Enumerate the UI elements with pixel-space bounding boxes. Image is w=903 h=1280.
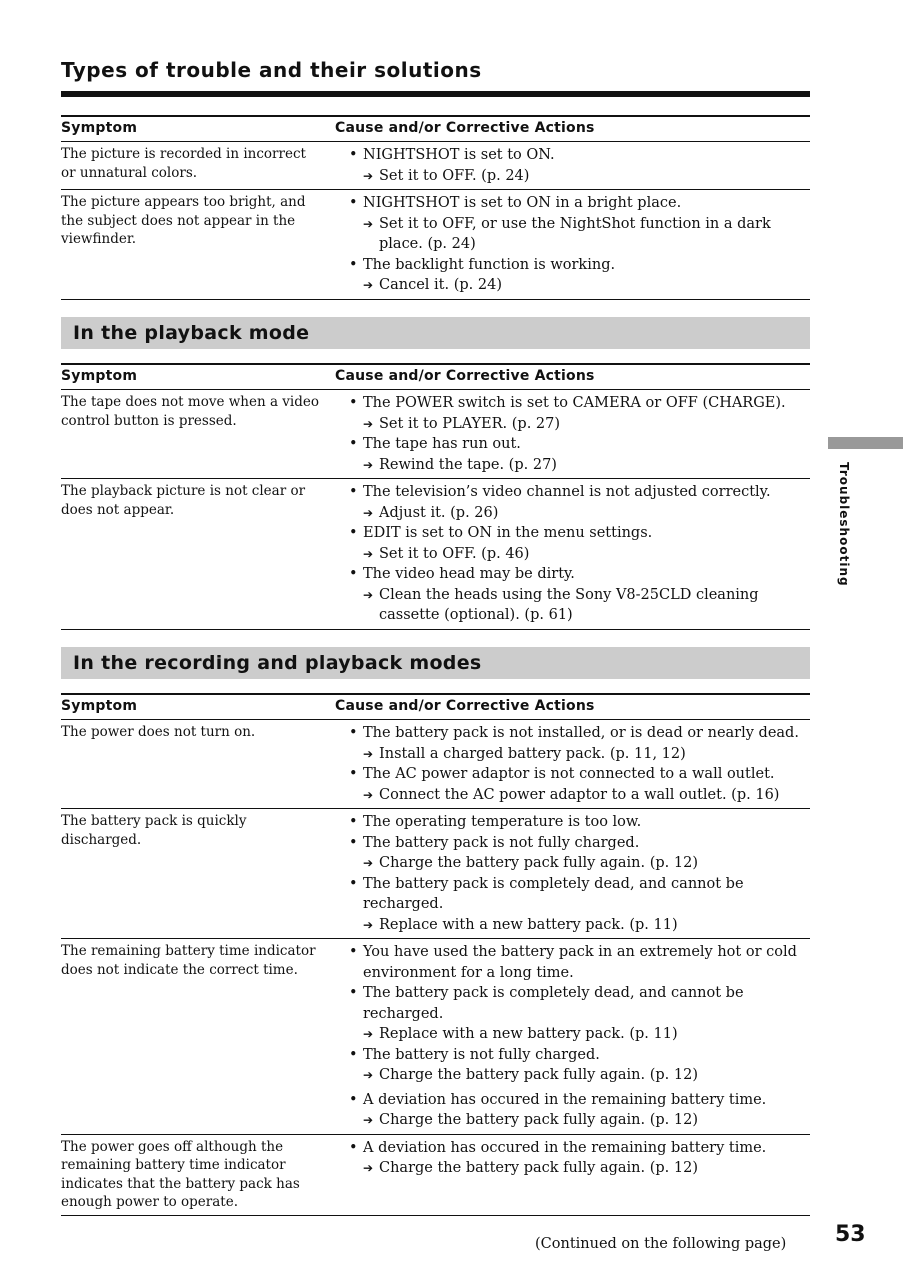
- cause-text: A deviation has occured in the remaining battery time.: [363, 1091, 767, 1108]
- symptom-cell: The battery pack is quickly discharged.: [61, 813, 247, 848]
- cause-cell: [335, 193, 810, 296]
- symptom-column-header: Symptom: [61, 698, 138, 714]
- table-row: [61, 939, 810, 1135]
- cause-item: [337, 393, 810, 414]
- corrective-action: [337, 853, 810, 874]
- table-header: [61, 115, 810, 142]
- corrective-action: [337, 166, 810, 187]
- table-body: [61, 142, 810, 300]
- cause-text: The battery pack is not installed, or is dead or nearly dead.: [363, 725, 799, 741]
- cause-text: The television’s video channel is not adjusted correctly.: [363, 484, 771, 500]
- bullet-icon: •: [349, 195, 358, 211]
- table-header: [61, 693, 810, 720]
- action-text: Charge the battery pack fully again. (p. 12): [379, 1067, 698, 1083]
- arrow-right-icon: ➔: [363, 787, 374, 802]
- corrective-action: [337, 785, 810, 806]
- bullet-icon: •: [349, 1091, 358, 1108]
- arrow-right-icon: ➔: [363, 1027, 374, 1041]
- symptom-cell: The remaining battery time indicator does not indicate the correct time.: [61, 943, 316, 978]
- action-text: Rewind the tape. (p. 27): [379, 456, 557, 473]
- section-title-recording-playback: In the recording and playback modes: [61, 647, 810, 679]
- arrow-right-icon: ➔: [363, 457, 374, 472]
- symptom-column-header: Symptom: [61, 120, 138, 136]
- cause-item: [337, 255, 810, 276]
- page-heading: Types of trouble and their solutions: [61, 58, 482, 82]
- cause-cell: [335, 145, 810, 186]
- cause-item: [337, 482, 810, 503]
- cause-item: [337, 193, 810, 214]
- corrective-action: [337, 915, 810, 936]
- cause-item: [337, 942, 810, 983]
- action-text: Replace with a new battery pack. (p. 11): [379, 1026, 678, 1042]
- cause-item: [337, 723, 810, 744]
- cause-cell: [335, 723, 810, 805]
- cause-text: A deviation has occured in the remaining battery time.: [363, 1139, 767, 1156]
- corrective-action: [337, 544, 810, 565]
- cause-text: The video head may be dirty.: [363, 566, 575, 582]
- table-row: [61, 1135, 810, 1216]
- table-header: [61, 363, 810, 390]
- corrective-action: [337, 1110, 810, 1131]
- cause-item: [337, 434, 810, 455]
- arrow-right-icon: ➔: [363, 278, 374, 292]
- cause-cell: [335, 1138, 810, 1212]
- table-body: [61, 390, 810, 630]
- symptom-cell: The playback picture is not clear or does not appear.: [61, 483, 306, 518]
- cause-item: [337, 145, 810, 166]
- cause-text: The battery pack is not fully charged.: [363, 834, 640, 851]
- corrective-action: [337, 744, 810, 765]
- table-body: [61, 720, 810, 1216]
- bullet-icon: •: [349, 484, 358, 500]
- section-title-playback: In the playback mode: [61, 317, 810, 349]
- cause-item: [337, 833, 810, 854]
- arrow-right-icon: ➔: [363, 416, 374, 431]
- symptom-cell: The picture appears too bright, and the subject does not appear in the viewfinder.: [61, 194, 306, 247]
- arrow-right-icon: ➔: [363, 746, 374, 761]
- corrective-action: [337, 414, 810, 435]
- arrow-right-icon: ➔: [363, 1068, 374, 1082]
- action-text: Charge the battery pack fully again. (p. 12): [379, 1112, 698, 1128]
- cause-item: [337, 564, 810, 585]
- bullet-icon: •: [349, 256, 358, 273]
- bullet-icon: •: [349, 1139, 358, 1156]
- table-row: [61, 809, 810, 939]
- bullet-icon: •: [349, 985, 358, 1001]
- bullet-icon: •: [349, 1046, 358, 1063]
- page-number: 53: [835, 1222, 866, 1247]
- cause-item: [337, 523, 810, 544]
- corrective-action: [337, 214, 810, 255]
- action-text: Adjust it. (p. 26): [379, 504, 499, 521]
- symptom-cell: The power goes off although the remaining battery time indicator indicates that the battery pack has enough power to operate.: [61, 1138, 300, 1210]
- action-text: Set it to PLAYER. (p. 27): [379, 415, 561, 432]
- cause-item: [337, 1090, 810, 1111]
- cause-text: The tape has run out.: [363, 436, 521, 452]
- cause-column-header: Cause and/or Corrective Actions: [335, 698, 595, 714]
- symptom-cell: The picture is recorded in incorrect or unnatural colors.: [61, 146, 306, 181]
- cause-text: NIGHTSHOT is set to ON.: [363, 147, 555, 163]
- arrow-right-icon: ➔: [363, 546, 374, 561]
- bullet-icon: •: [349, 944, 358, 960]
- corrective-action: [337, 585, 810, 626]
- cause-item: [337, 1138, 810, 1159]
- action-text: Charge the battery pack fully again. (p. 12): [379, 855, 698, 871]
- arrow-right-icon: ➔: [363, 216, 374, 231]
- arrow-right-icon: ➔: [363, 587, 374, 602]
- action-text: Replace with a new battery pack. (p. 11): [379, 916, 678, 933]
- bullet-icon: •: [349, 875, 358, 892]
- action-text: Set it to OFF. (p. 24): [379, 167, 530, 184]
- symptom-column-header: Symptom: [61, 368, 138, 384]
- bullet-icon: •: [349, 566, 358, 582]
- arrow-right-icon: ➔: [363, 917, 374, 932]
- arrow-right-icon: ➔: [363, 856, 374, 870]
- side-label-troubleshooting: Troubleshooting: [837, 462, 851, 587]
- cause-text: The AC power adaptor is not connected to a wall outlet.: [363, 766, 775, 782]
- symptom-cell: The power does not turn on.: [61, 724, 256, 740]
- arrow-right-icon: ➔: [363, 1113, 374, 1127]
- cause-text: The backlight function is working.: [363, 256, 616, 273]
- action-text: Install a charged battery pack. (p. 11, 12): [379, 745, 686, 762]
- cause-text: The battery pack is completely dead, and cannot be recharged.: [363, 985, 744, 1022]
- action-text: Connect the AC power adaptor to a wall outlet. (p. 16): [379, 786, 780, 803]
- cause-item: [337, 1045, 810, 1066]
- cause-text: The operating temperature is too low.: [363, 814, 642, 830]
- cause-item: [337, 874, 810, 915]
- bullet-icon: •: [349, 766, 358, 782]
- arrow-right-icon: ➔: [363, 168, 374, 183]
- arrow-right-icon: ➔: [363, 1161, 374, 1175]
- bullet-icon: •: [349, 814, 358, 830]
- symptom-cell: The tape does not move when a video control button is pressed.: [61, 394, 319, 429]
- cause-cell: [335, 942, 810, 1131]
- side-tab-marker: [828, 437, 903, 449]
- heading-rule: [61, 91, 810, 97]
- arrow-right-icon: ➔: [363, 505, 374, 520]
- cause-item: [337, 812, 810, 833]
- cause-cell: [335, 482, 810, 626]
- action-text: Set it to OFF, or use the NightShot function in a dark place. (p. 24): [379, 215, 771, 252]
- cause-column-header: Cause and/or Corrective Actions: [335, 368, 595, 384]
- corrective-action: [337, 1024, 810, 1045]
- action-text: Cancel it. (p. 24): [379, 277, 502, 293]
- cause-text: The POWER switch is set to CAMERA or OFF (CHARGE).: [363, 395, 786, 411]
- cause-text: You have used the battery pack in an extremely hot or cold environment for a long time.: [363, 944, 797, 981]
- cause-cell: [335, 393, 810, 475]
- corrective-action: [337, 1065, 810, 1086]
- cause-text: The battery is not fully charged.: [363, 1046, 600, 1063]
- table-row: [61, 190, 810, 300]
- bullet-icon: •: [349, 436, 358, 452]
- cause-text: The battery pack is completely dead, and cannot be recharged.: [363, 875, 744, 912]
- trouble-table-recording-playback: [61, 693, 810, 1216]
- corrective-action: [337, 455, 810, 476]
- table-row: [61, 479, 810, 630]
- trouble-table-general: [61, 115, 810, 300]
- action-text: Clean the heads using the Sony V8-25CLD cleaning cassette (optional). (p. 61): [379, 586, 759, 623]
- bullet-icon: •: [349, 147, 358, 163]
- bullet-icon: •: [349, 525, 358, 541]
- cause-item: [337, 764, 810, 785]
- bullet-icon: •: [349, 725, 358, 741]
- action-text: Charge the battery pack fully again. (p. 12): [379, 1160, 698, 1176]
- action-text: Set it to OFF. (p. 46): [379, 545, 530, 562]
- table-row: [61, 720, 810, 809]
- table-row: [61, 390, 810, 479]
- cause-text: NIGHTSHOT is set to ON in a bright place.: [363, 195, 682, 211]
- corrective-action: [337, 1158, 810, 1179]
- bullet-icon: •: [349, 395, 358, 411]
- cause-cell: [335, 812, 810, 935]
- bullet-icon: •: [349, 834, 358, 851]
- table-row: [61, 142, 810, 190]
- trouble-table-playback: [61, 363, 810, 630]
- corrective-action: [337, 503, 810, 524]
- cause-item: [337, 983, 810, 1024]
- continued-note: (Continued on the following page): [535, 1236, 787, 1252]
- cause-column-header: Cause and/or Corrective Actions: [335, 120, 595, 136]
- cause-text: EDIT is set to ON in the menu settings.: [363, 525, 653, 541]
- corrective-action: [337, 275, 810, 296]
